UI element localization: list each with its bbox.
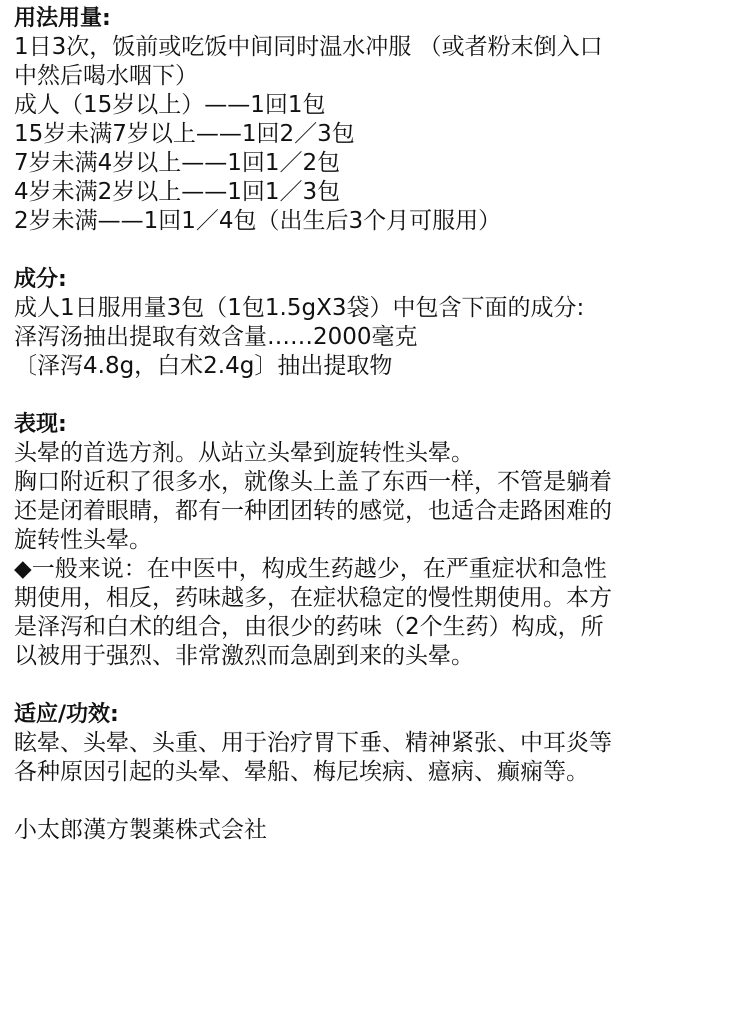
symptoms-line: 旋转性头晕。 [14, 527, 152, 553]
indications-line: 眩晕、头晕、头重、用于治疗胃下垂、精神紧张、中耳炎等 [14, 730, 612, 756]
symptoms-line: 期使用，相反，药味越多，在症状稳定的慢性期使用。本方 [14, 585, 612, 611]
spacer [14, 236, 736, 265]
symptoms-line: 头晕的首选方剂。从站立头晕到旋转性头晕。 [14, 440, 474, 466]
dosage-heading: 用法用量: [14, 6, 111, 31]
dosage-line: 2岁未满——1回1／4包（出生后3个月可服用） [14, 208, 502, 234]
indications-line: 各种原因引起的头晕、晕船、梅尼埃病、癔病、癫痫等。 [14, 759, 589, 785]
indications-section [14, 700, 736, 787]
dosage-line: 4岁未满2岁以上——1回1／3包 [14, 179, 341, 205]
ingredients-line: 泽泻汤抽出提取有效含量……2000毫克 [14, 324, 418, 350]
symptoms-line: ◆一般来说：在中医中，构成生药越少，在严重症状和急性 [14, 556, 607, 582]
ingredients-heading: 成分: [14, 267, 67, 292]
dosage-line: 1日3次，饭前或吃饭中间同时温水冲服 （或者粉末倒入口 [14, 34, 603, 60]
dosage-section [14, 0, 736, 236]
company-name: 小太郎漢方製薬株式会社 [14, 817, 267, 843]
spacer [14, 381, 736, 410]
symptoms-heading: 表现: [14, 412, 67, 437]
symptoms-line: 是泽泻和白术的组合，由很少的药味（2个生药）构成，所 [14, 614, 604, 640]
indications-heading: 适应/功效: [14, 702, 119, 727]
symptoms-section [14, 410, 736, 671]
dosage-line: 中然后喝水咽下） [14, 63, 198, 89]
symptoms-line: 以被用于强烈、非常激烈而急剧到来的头晕。 [14, 643, 474, 669]
symptoms-line: 还是闭着眼睛，都有一种团团转的感觉，也适合走路困难的 [14, 498, 612, 524]
dosage-line: 15岁未满7岁以上——1回2／3包 [14, 121, 355, 147]
dosage-line: 成人（15岁以上）——1回1包 [14, 92, 326, 118]
dosage-line: 7岁未满4岁以上——1回1／2包 [14, 150, 341, 176]
ingredients-line: 成人1日服用量3包（1包1.5gX3袋）中包含下面的成分: [14, 295, 585, 321]
ingredients-line: 〔泽泻4.8g，白术2.4g〕抽出提取物 [14, 353, 393, 379]
spacer [14, 787, 736, 816]
ingredients-section [14, 265, 736, 381]
symptoms-line: 胸口附近积了很多水，就像头上盖了东西一样，不管是躺着 [14, 469, 612, 495]
spacer [14, 671, 736, 700]
